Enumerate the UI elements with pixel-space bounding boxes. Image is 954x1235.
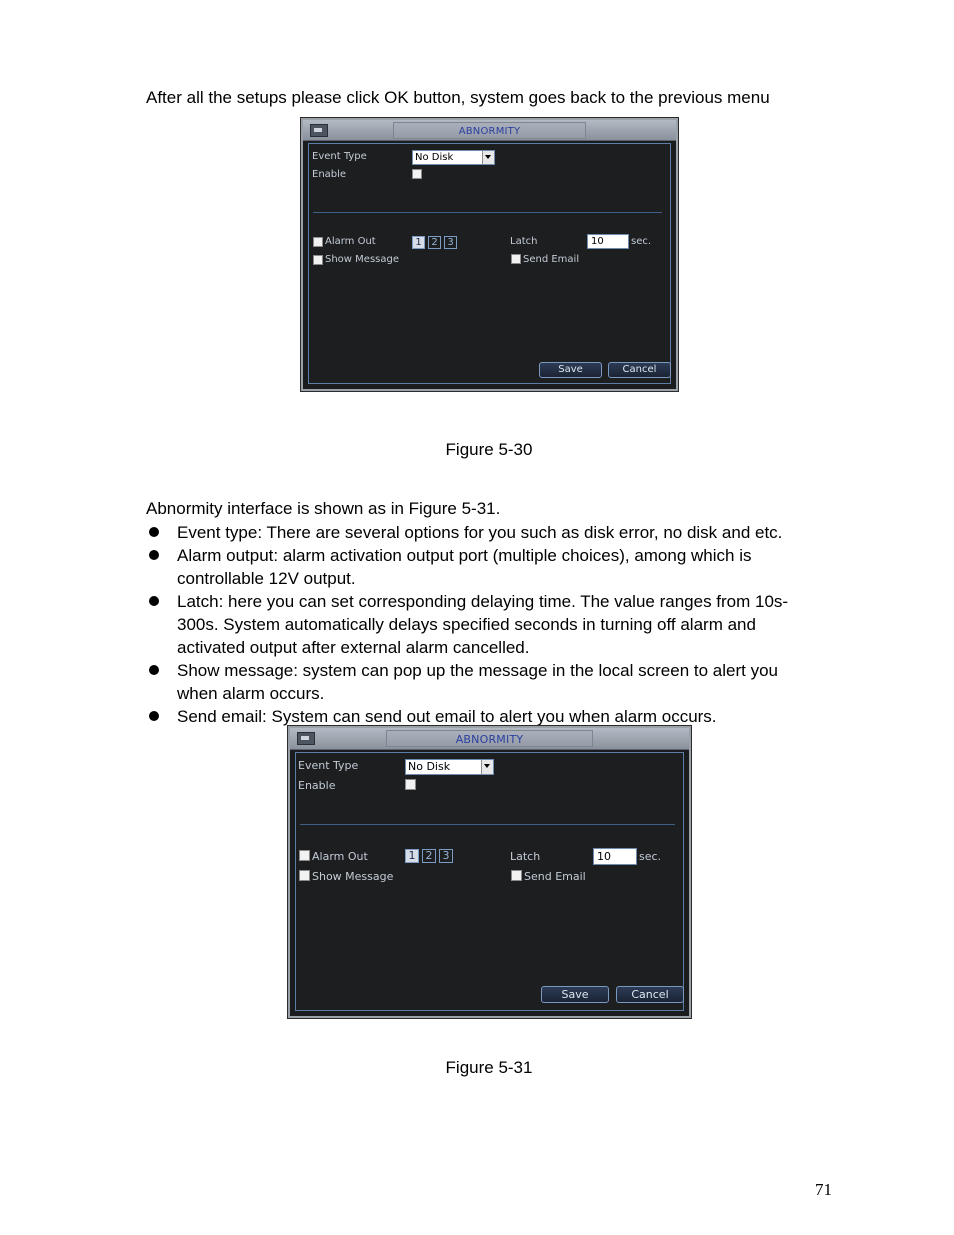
section-divider [313, 212, 662, 213]
bullet-icon [149, 527, 159, 537]
latch-input[interactable]: 10 [593, 848, 637, 865]
dropdown-arrow-icon[interactable] [482, 151, 494, 164]
show-message-label: Show Message [312, 870, 394, 883]
event-type-select[interactable] [412, 150, 495, 165]
send-email-label: Send Email [524, 870, 586, 883]
send-email-checkbox[interactable] [511, 870, 522, 881]
title-bar [303, 120, 676, 141]
bullet-icon [149, 665, 159, 675]
title-slot [393, 122, 587, 139]
enable-checkbox[interactable] [405, 779, 416, 790]
alarm-out-checkbox[interactable] [313, 237, 323, 247]
alarm-channel-1[interactable]: 1 [412, 236, 425, 249]
alarm-channel-3[interactable]: 3 [439, 849, 453, 863]
latch-label: Latch [510, 850, 541, 863]
alarm-channel-2[interactable]: 2 [428, 236, 441, 249]
latch-label: Latch [510, 236, 538, 247]
settings-panel [308, 143, 671, 384]
alarm-out-label: Alarm Out [312, 850, 368, 863]
window-title: ABNORMITY [458, 126, 521, 137]
event-type-value: No Disk [408, 760, 451, 773]
show-message-checkbox[interactable] [313, 255, 323, 265]
send-email-label: Send Email [523, 254, 580, 265]
title-bar [290, 728, 689, 750]
section-intro: Abnormity interface is shown as in Figure 5-31. [146, 499, 501, 518]
feature-list [146, 521, 846, 728]
show-message-label: Show Message [325, 254, 399, 265]
enable-label: Enable [312, 169, 347, 180]
list-item: Alarm output: alarm activation output port (multiple choices), among which is controllable 12V output. [146, 544, 846, 590]
latch-unit: sec. [639, 850, 662, 863]
save-button[interactable]: Save [541, 986, 609, 1003]
bullet-icon [149, 711, 159, 721]
list-item: Latch: here you can set corresponding delaying time. The value ranges from 10s- 300s. System automatically delays specified seconds in turning off alarm and activated output after external alarm cancelled. [146, 590, 846, 659]
page-number: 71 [815, 1180, 832, 1199]
window-title: ABNORMITY [455, 733, 524, 746]
abnormity-window-figure-5-31 [288, 726, 691, 1018]
alarm-channel-2[interactable]: 2 [422, 849, 436, 863]
event-type-select[interactable] [405, 759, 494, 775]
list-item: Show message: system can pop up the message in the local screen to alert you when alarm occurs. [146, 659, 846, 705]
section-divider [300, 824, 675, 825]
app-logo-icon [297, 732, 315, 745]
enable-checkbox[interactable] [412, 169, 422, 179]
alarm-channel-1[interactable]: 1 [405, 849, 419, 863]
abnormity-window-figure-5-30 [301, 118, 678, 391]
alarm-out-label: Alarm Out [325, 236, 376, 247]
figure-5-31-caption: Figure 5-31 [445, 1058, 533, 1077]
dropdown-arrow-icon[interactable] [481, 760, 493, 774]
cancel-button[interactable]: Cancel [616, 986, 684, 1003]
latch-unit: sec. [631, 236, 652, 247]
show-message-checkbox[interactable] [299, 870, 310, 881]
latch-input[interactable]: 10 [587, 234, 629, 249]
settings-panel [295, 752, 684, 1011]
alarm-out-checkbox[interactable] [299, 850, 310, 861]
app-logo-icon [310, 124, 328, 137]
bullet-icon [149, 550, 159, 560]
send-email-checkbox[interactable] [511, 254, 521, 264]
event-type-label: Event Type [312, 151, 367, 162]
intro-text: After all the setups please click OK button, system goes back to the previous menu [146, 88, 770, 107]
list-item: Send email: System can send out email to alert you when alarm occurs. [146, 705, 846, 728]
title-slot [386, 730, 594, 747]
event-type-label: Event Type [298, 759, 359, 772]
bullet-icon [149, 596, 159, 606]
cancel-button[interactable]: Cancel [608, 362, 671, 378]
alarm-channel-3[interactable]: 3 [444, 236, 457, 249]
save-button[interactable]: Save [539, 362, 602, 378]
figure-5-30-caption: Figure 5-30 [445, 440, 533, 459]
list-item: Event type: There are several options for you such as disk error, no disk and etc. [146, 521, 846, 544]
enable-label: Enable [298, 779, 336, 792]
event-type-value: No Disk [415, 152, 454, 163]
